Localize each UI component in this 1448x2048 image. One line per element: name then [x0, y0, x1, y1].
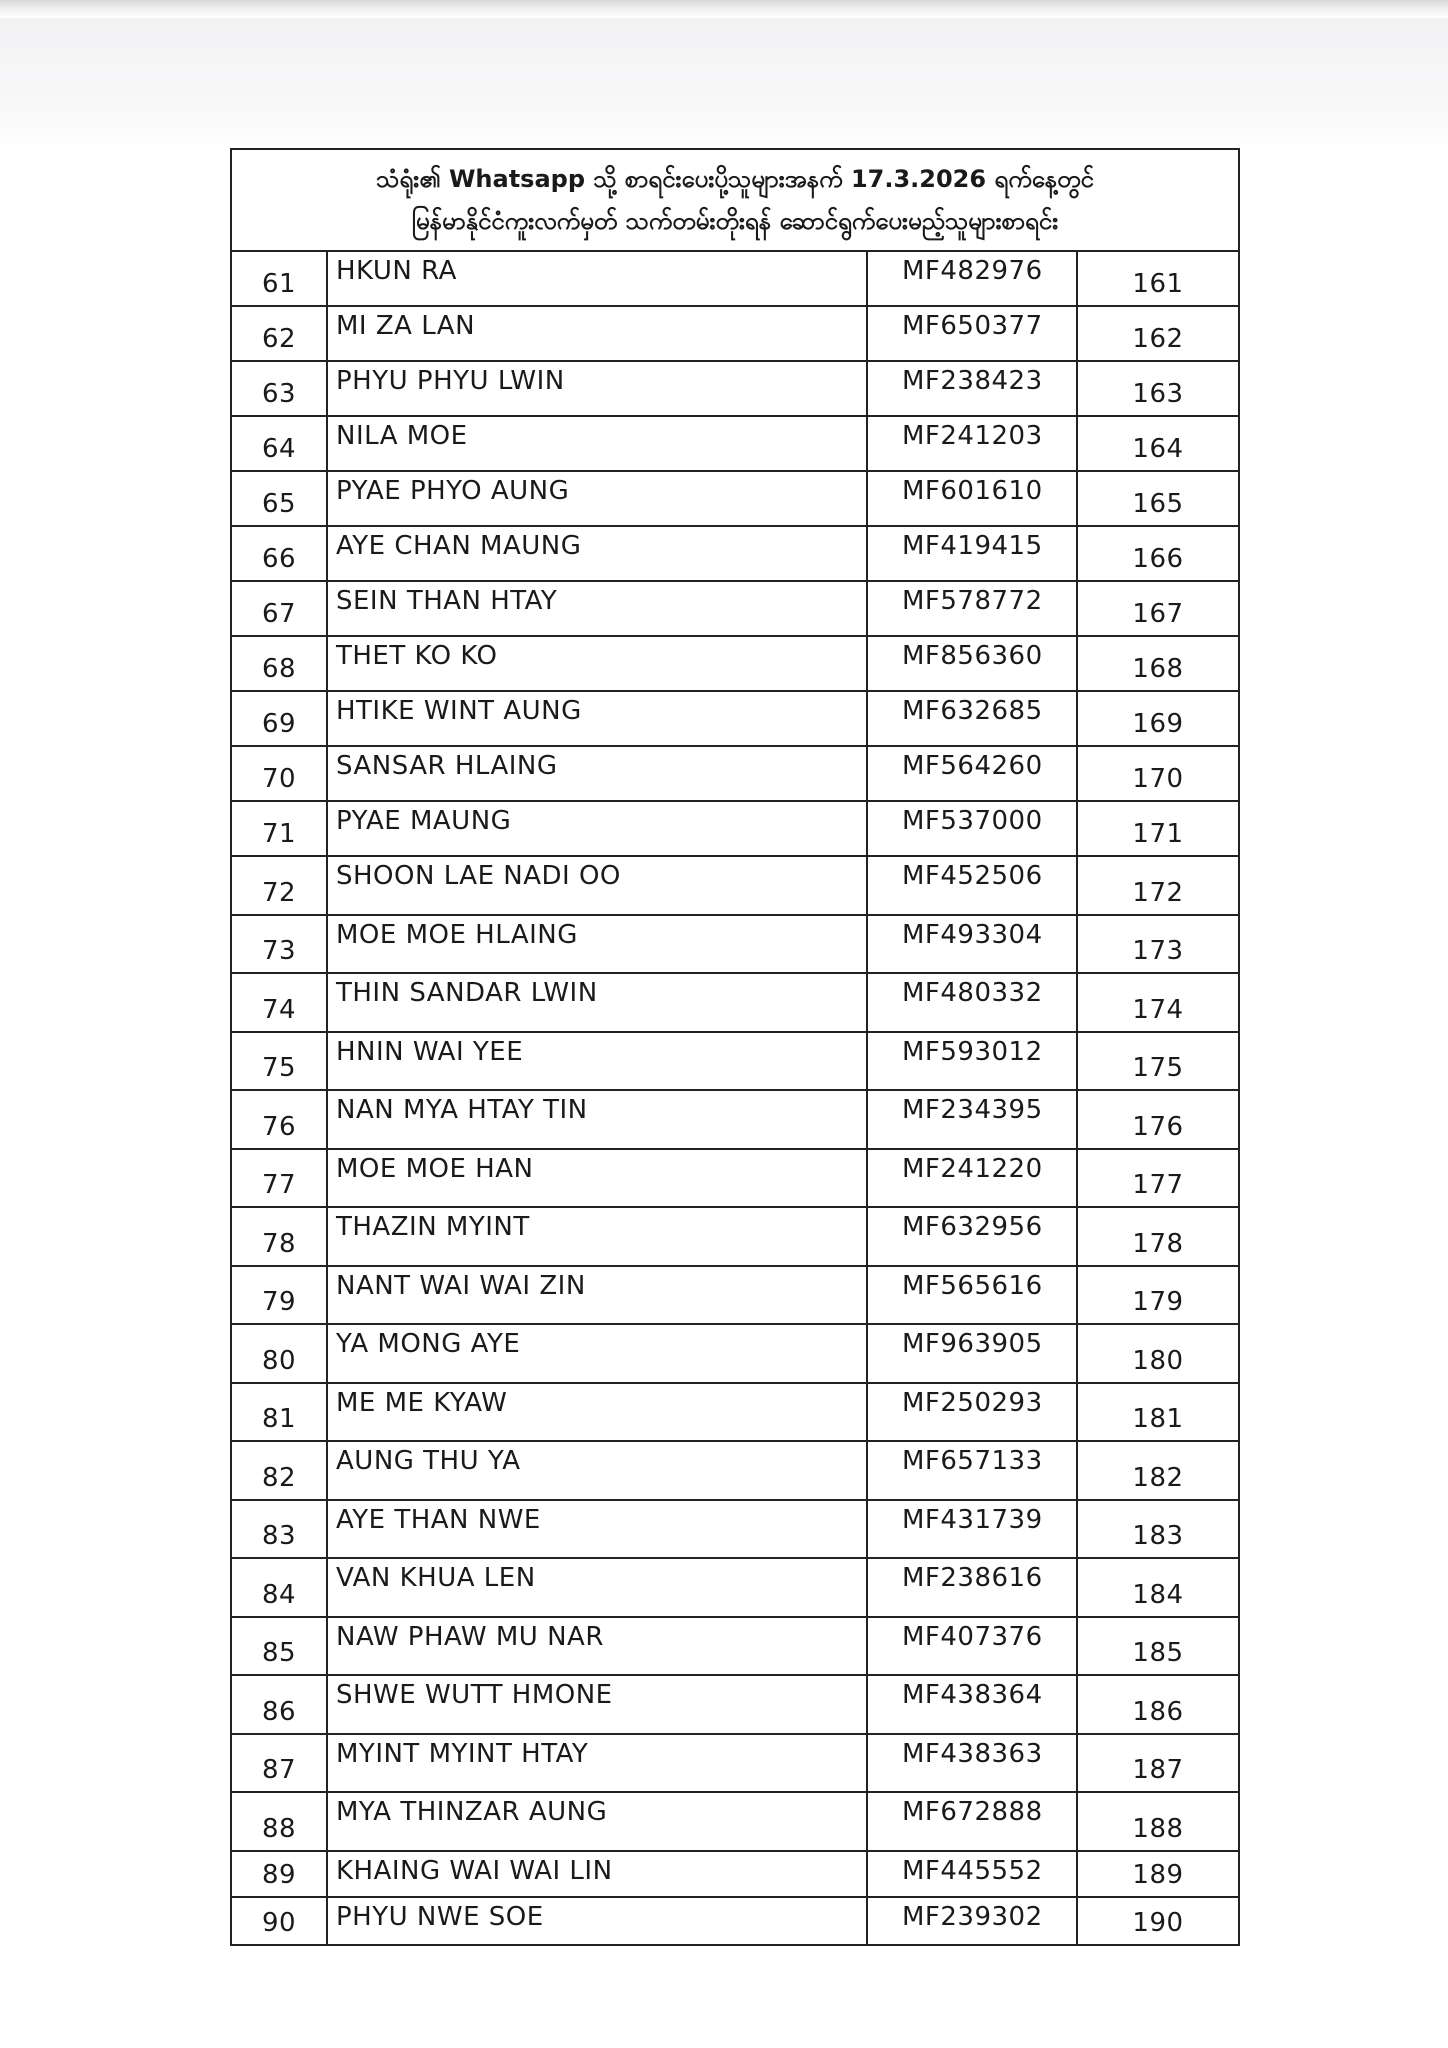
table-row — [232, 1559, 1238, 1618]
sequence-number: 180 — [1132, 1345, 1184, 1376]
applicant-name: SANSAR HLAING — [328, 747, 868, 800]
table-row — [232, 307, 1238, 362]
sequence-number: 170 — [1132, 764, 1184, 794]
applicant-name: THIN SANDAR LWIN — [328, 974, 868, 1031]
table-row — [232, 1735, 1238, 1794]
sequence-number: 161 — [1132, 269, 1184, 299]
row-number: 69 — [232, 692, 328, 745]
table-row — [232, 637, 1238, 692]
applicant-name: MYINT MYINT HTAY — [328, 1735, 868, 1792]
row-number: 83 — [232, 1501, 328, 1558]
sequence-number: 171 — [1132, 819, 1184, 849]
sequence-number: 182 — [1132, 1462, 1184, 1493]
passport-number: MF234395 — [868, 1091, 1078, 1148]
table-row — [232, 1033, 1238, 1092]
applicant-name: PHYU NWE SOE — [328, 1898, 868, 1944]
applicant-name: PYAE PHYO AUNG — [328, 472, 868, 525]
passport-number: MF452506 — [868, 857, 1078, 914]
passport-number: MF650377 — [868, 307, 1078, 360]
row-number: 74 — [232, 974, 328, 1031]
applicant-name: MYA THINZAR AUNG — [328, 1793, 868, 1850]
passport-number: MF578772 — [868, 582, 1078, 635]
table-row — [232, 527, 1238, 582]
passport-number: MF657133 — [868, 1442, 1078, 1499]
row-number: 65 — [232, 472, 328, 525]
passport-number: MF407376 — [868, 1618, 1078, 1675]
applicant-name: NAW PHAW MU NAR — [328, 1618, 868, 1675]
applicant-name: NAN MYA HTAY TIN — [328, 1091, 868, 1148]
applicant-name: MOE MOE HLAING — [328, 916, 868, 973]
table-row — [232, 417, 1238, 472]
row-number: 85 — [232, 1618, 328, 1675]
table-row — [232, 802, 1238, 857]
passport-number: MF537000 — [868, 802, 1078, 855]
table-row — [232, 1676, 1238, 1735]
sequence-number: 176 — [1132, 1111, 1184, 1142]
table-row — [232, 1898, 1238, 1944]
applicant-name: NILA MOE — [328, 417, 868, 470]
table-row — [232, 1501, 1238, 1560]
passport-number: MF963905 — [868, 1325, 1078, 1382]
applicant-name: VAN KHUA LEN — [328, 1559, 868, 1616]
sequence-number: 185 — [1132, 1638, 1184, 1668]
passport-number: MF632956 — [868, 1208, 1078, 1265]
table-row — [232, 582, 1238, 637]
table-row — [232, 1852, 1238, 1898]
row-number: 78 — [232, 1208, 328, 1265]
passport-number: MF593012 — [868, 1033, 1078, 1090]
row-number: 61 — [232, 252, 328, 305]
table-row — [232, 692, 1238, 747]
passport-number: MF601610 — [868, 472, 1078, 525]
row-number: 88 — [232, 1793, 328, 1850]
sequence-number: 173 — [1132, 936, 1184, 966]
title-line-2: မြန်မာနိုင်ငံကူးလက်မှတ် သက်တမ်းတိုးရန် ဆောင်ရွက်ပေးမည့်သူများစာရင်း — [411, 207, 1059, 235]
row-number: 90 — [232, 1898, 328, 1944]
applicant-name: NANT WAI WAI ZIN — [328, 1267, 868, 1324]
applicant-name: AYE THAN NWE — [328, 1501, 868, 1558]
passport-number: MF238423 — [868, 362, 1078, 415]
passport-number: MF445552 — [868, 1852, 1078, 1896]
passport-number: MF250293 — [868, 1384, 1078, 1441]
row-number: 72 — [232, 857, 328, 914]
sequence-number: 164 — [1132, 434, 1184, 464]
applicant-name: YA MONG AYE — [328, 1325, 868, 1382]
passport-number: MF565616 — [868, 1267, 1078, 1324]
row-number: 77 — [232, 1150, 328, 1207]
row-number: 71 — [232, 802, 328, 855]
sequence-number: 175 — [1132, 1053, 1184, 1083]
table-row — [232, 1325, 1238, 1384]
sequence-number: 189 — [1132, 1859, 1184, 1890]
table-row — [232, 1208, 1238, 1267]
row-number: 62 — [232, 307, 328, 360]
row-number: 67 — [232, 582, 328, 635]
row-number: 84 — [232, 1559, 328, 1616]
table-body — [232, 252, 1238, 1944]
applicant-name: AUNG THU YA — [328, 1442, 868, 1499]
row-number: 70 — [232, 747, 328, 800]
passport-number: MF238616 — [868, 1559, 1078, 1616]
sequence-number: 179 — [1132, 1287, 1184, 1317]
table-row — [232, 1793, 1238, 1852]
passport-list-table — [230, 148, 1240, 1946]
sequence-number: 181 — [1132, 1404, 1184, 1434]
row-number: 86 — [232, 1676, 328, 1733]
row-number: 76 — [232, 1091, 328, 1148]
applicant-name: KHAING WAI WAI LIN — [328, 1852, 868, 1896]
table-header — [232, 150, 1238, 252]
bleed-through-band — [0, 18, 1448, 148]
table-row — [232, 1091, 1238, 1150]
row-number: 89 — [232, 1852, 328, 1896]
passport-number: MF856360 — [868, 637, 1078, 690]
row-number: 81 — [232, 1384, 328, 1441]
passport-number: MF239302 — [868, 1898, 1078, 1944]
table-row — [232, 362, 1238, 417]
applicant-name: THAZIN MYINT — [328, 1208, 868, 1265]
sequence-number: 163 — [1132, 379, 1184, 409]
applicant-name: HKUN RA — [328, 252, 868, 305]
sequence-number: 184 — [1132, 1579, 1184, 1610]
passport-number: MF564260 — [868, 747, 1078, 800]
passport-number: MF480332 — [868, 974, 1078, 1031]
sequence-number: 190 — [1132, 1907, 1184, 1938]
applicant-name: SEIN THAN HTAY — [328, 582, 868, 635]
sequence-number: 186 — [1132, 1696, 1184, 1727]
applicant-name: AYE CHAN MAUNG — [328, 527, 868, 580]
row-number: 66 — [232, 527, 328, 580]
table-row — [232, 747, 1238, 802]
table-row — [232, 1618, 1238, 1677]
applicant-name: HNIN WAI YEE — [328, 1033, 868, 1090]
table-row — [232, 974, 1238, 1033]
applicant-name: MI ZA LAN — [328, 307, 868, 360]
sequence-number: 177 — [1132, 1170, 1184, 1200]
sequence-number: 165 — [1132, 489, 1184, 519]
sequence-number: 169 — [1132, 709, 1184, 739]
passport-number: MF241203 — [868, 417, 1078, 470]
applicant-name: HTIKE WINT AUNG — [328, 692, 868, 745]
row-number: 82 — [232, 1442, 328, 1499]
applicant-name: ME ME KYAW — [328, 1384, 868, 1441]
sequence-number: 174 — [1132, 994, 1184, 1025]
table-row — [232, 472, 1238, 527]
table-row — [232, 1442, 1238, 1501]
sequence-number: 168 — [1132, 654, 1184, 684]
row-number: 63 — [232, 362, 328, 415]
row-number: 87 — [232, 1735, 328, 1792]
applicant-name: SHOON LAE NADI OO — [328, 857, 868, 914]
sequence-number: 188 — [1132, 1813, 1184, 1844]
applicant-name: PHYU PHYU LWIN — [328, 362, 868, 415]
passport-number: MF438364 — [868, 1676, 1078, 1733]
row-number: 64 — [232, 417, 328, 470]
passport-number: MF632685 — [868, 692, 1078, 745]
table-row — [232, 1150, 1238, 1209]
passport-number: MF431739 — [868, 1501, 1078, 1558]
sequence-number: 187 — [1132, 1755, 1184, 1785]
title-line-1: သံရုံး၏ Whatsapp သို့ စာရင်းပေးပို့သူများအနက် 17.3.2026 ရက်နေ့တွင် — [376, 165, 1094, 193]
table-row — [232, 916, 1238, 975]
table-row — [232, 252, 1238, 307]
applicant-name: SHWE WUTT HMONE — [328, 1676, 868, 1733]
sequence-number: 162 — [1132, 324, 1184, 354]
scan-edge — [0, 0, 1448, 18]
applicant-name: MOE MOE HAN — [328, 1150, 868, 1207]
row-number: 68 — [232, 637, 328, 690]
sequence-number: 183 — [1132, 1521, 1184, 1551]
passport-number: MF438363 — [868, 1735, 1078, 1792]
passport-number: MF241220 — [868, 1150, 1078, 1207]
passport-number: MF419415 — [868, 527, 1078, 580]
applicant-name: PYAE MAUNG — [328, 802, 868, 855]
row-number: 75 — [232, 1033, 328, 1090]
row-number: 79 — [232, 1267, 328, 1324]
table-row — [232, 1384, 1238, 1443]
applicant-name: THET KO KO — [328, 637, 868, 690]
sequence-number: 178 — [1132, 1228, 1184, 1259]
passport-number: MF482976 — [868, 252, 1078, 305]
sequence-number: 166 — [1132, 544, 1184, 574]
passport-number: MF672888 — [868, 1793, 1078, 1850]
passport-number: MF493304 — [868, 916, 1078, 973]
sequence-number: 167 — [1132, 599, 1184, 629]
sequence-number: 172 — [1132, 877, 1184, 908]
row-number: 73 — [232, 916, 328, 973]
row-number: 80 — [232, 1325, 328, 1382]
table-row — [232, 1267, 1238, 1326]
table-row — [232, 857, 1238, 916]
